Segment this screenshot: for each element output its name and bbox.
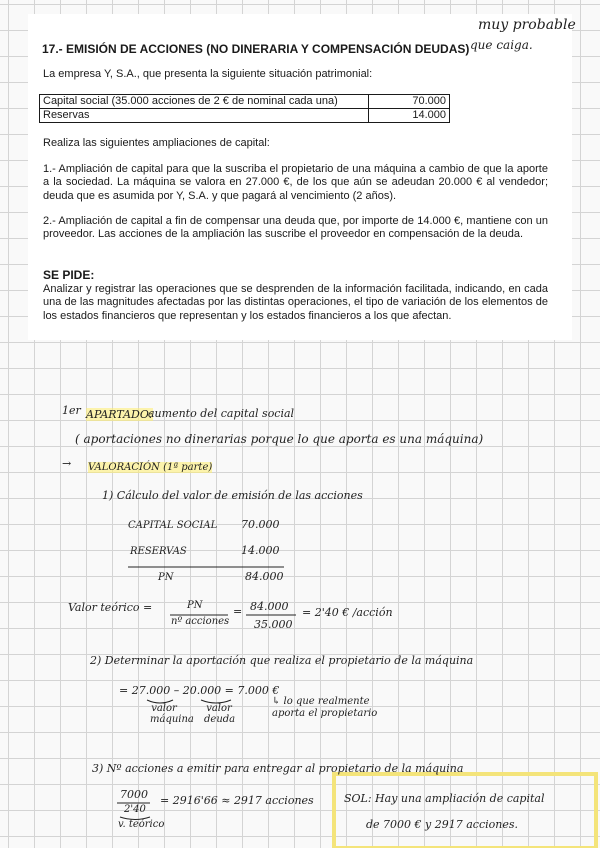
valoracion-heading: VALORACIÓN (1ª parte) <box>88 462 213 473</box>
pn-value: 84.000 <box>245 570 284 583</box>
section-label: APARTADO: <box>86 408 153 421</box>
calc3-result: = 2916'66 ≈ 2917 acciones <box>160 794 314 807</box>
pn-label: PN <box>158 572 174 583</box>
calc3-denominator: 2'40 <box>124 804 146 815</box>
top-note-line-1: muy probable <box>478 17 576 33</box>
step-3: 3) Nº acciones a emitir para entregar al propietario de la máquina <box>92 762 464 775</box>
capital-social-label: CAPITAL SOCIAL <box>128 520 218 531</box>
calc3-numerator: 7000 <box>120 788 148 801</box>
exercise-item-2: 2.- Ampliación de capital a fin de compensar una deuda que, por importe de 14.000 €, mantiene con un proveedor. Las acciones de la ampliación las suscribe el proveedor en compensación de la deuda. <box>43 215 548 241</box>
equals-sign: = <box>233 605 243 618</box>
table-cell-value: 14.000 <box>369 109 450 123</box>
exercise-intro: La empresa Y, S.A., que presenta la siguiente situación patrimonial: <box>43 68 373 80</box>
label-valor-maquina: valor máquina <box>150 703 194 725</box>
exercise-title: 17.- EMISIÓN DE ACCIONES (NO DINERARIA Y COMPENSACIÓN DEUDAS) <box>42 42 470 56</box>
calc3-label: v. teórico <box>118 819 165 830</box>
exercise-item-1: 1.- Ampliación de capital para que la suscriba el propietario de una máquina a cambio de que la aporte a la sociedad. La máquina se valora en 27.000 €, de los que aún se adeudan 20.000 € al vendedor; deuda que es asumida por Y, S.A. y que pagará al vencimiento (2 años). <box>43 163 548 202</box>
fraction-numerator: PN <box>187 600 203 611</box>
reservas-value: 14.000 <box>241 544 280 557</box>
step-1: 1) Cálculo del valor de emisión de las acciones <box>102 489 363 502</box>
solution-highlight-box <box>334 774 596 848</box>
arrow-icon: → <box>62 457 72 470</box>
valor-teorico-result: = 2'40 € /acción <box>302 606 393 619</box>
se-pide-heading: SE PIDE: <box>43 268 95 282</box>
valor-teorico-label: Valor teórico = <box>68 601 153 614</box>
label-valor-deuda: valor deuda <box>204 703 236 725</box>
fraction-denominator: nº acciones <box>171 616 230 627</box>
solution-line-1: SOL: Hay una ampliación de capital <box>344 792 545 805</box>
solution-line-2: de 7000 € y 2917 acciones. <box>366 818 518 831</box>
numerator-value: 84.000 <box>250 600 289 613</box>
capital-social-value: 70.000 <box>241 518 280 531</box>
denominator-value: 35.000 <box>254 618 293 631</box>
table-cell-value: 70.000 <box>369 95 450 109</box>
reservas-label: RESERVAS <box>130 546 187 557</box>
step-2: 2) Determinar la aportación que realiza el propietario de la máquina <box>90 654 474 667</box>
exercise-request: Analizar y registrar las operaciones que se desprenden de la información facilitada, indicando, en cada una de las magnitudes afectadas por las distintas operaciones, el tipo de variación de los elementos de los estados financieros que representan y los estados financieros a los que afectan. <box>43 283 548 322</box>
exercise-prompt: Realiza las siguientes ampliaciones de capital: <box>43 137 270 149</box>
aportacion-note: ↳ lo que realmente aporta el propietario <box>272 696 378 719</box>
section-number: 1er <box>62 404 81 417</box>
table-cell-label: Reservas <box>40 109 369 123</box>
top-note-line-2: que caiga. <box>470 38 533 52</box>
aportaciones-note: ( aportaciones no dinerarias porque lo que aporta es una máquina) <box>75 432 484 446</box>
table-cell-label: Capital social (35.000 acciones de 2 € de nominal cada una) <box>40 95 369 109</box>
aportacion-calc: = 27.000 – 20.000 = 7.000 € <box>119 684 280 697</box>
section-title: aumento del capital social <box>148 407 295 420</box>
